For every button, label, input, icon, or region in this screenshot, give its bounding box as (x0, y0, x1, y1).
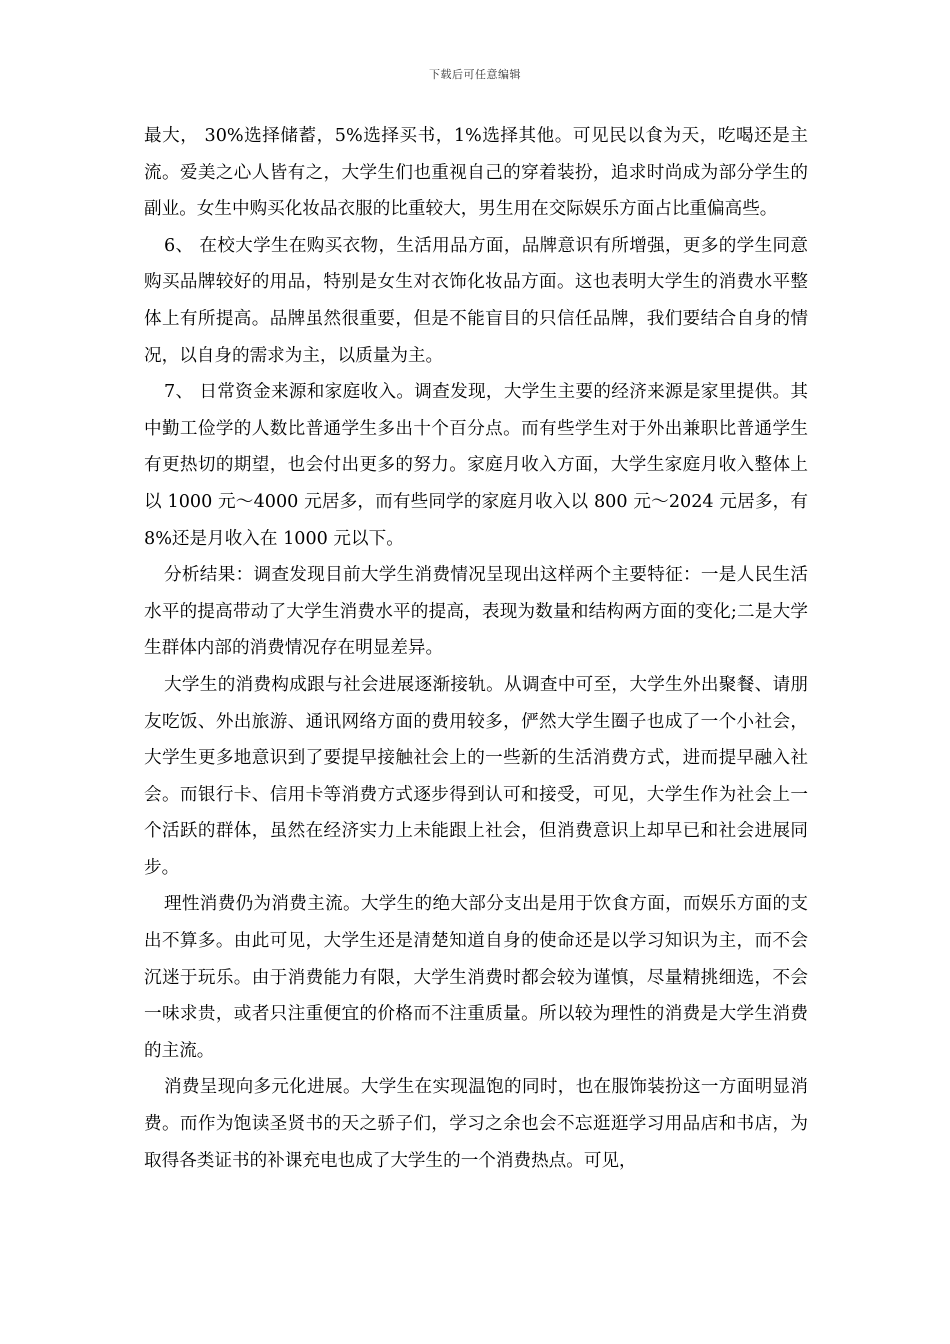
paragraph-diversified-consumption: 消费呈现向多元化进展。大学生在实现温饱的同时，也在服饰装扮这一方面明显消费。而作为饱读圣贤书的天之骄子们，学习之余也会不忘逛逛学习用品店和书店，为取得各类证书的补课充电也成了大学生的一个消费热点。可见， (144, 1077, 808, 1171)
page-header: 下载后可任意编辑 (429, 68, 521, 81)
paragraph-analysis-results: 分析结果：调查发现目前大学生消费情况呈现出这样两个主要特征：一是人民生活水平的提高带动了大学生消费水平的提高，表现为数量和结构两方面的变化;二是大学生群体内部的消费情况存在明显差异。 (144, 565, 808, 659)
paragraph-consumption-structure: 大学生的消费构成跟与社会进展逐渐接轨。从调查中可至，大学生外出聚餐、请朋友吃饭、外出旅游、通讯网络方面的费用较多，俨然大学生圈子也成了一个小社会，大学生更多地意识到了要提早接触社会上的一些新的生活消费方式，进而提早融入社会。而银行卡、信用卡等消费方式逐步得到认可和接受，可见，大学生作为社会上一个活跃的群体，虽然在经济实力上未能跟上社会，但消费意识上却早已和社会进展同步。 (144, 674, 808, 878)
paragraph-item-7: 7、 日常资金来源和家庭收入。调查发现，大学生主要的经济来源是家里提供。其中勤工俭学的人数比普通学生多出十个百分点。而有些学生对于外出兼职比普通学生有更热切的期望，也会付出更多的努力。家庭月收入方面，大学生家庭月收入整体上以 1000 元～4000 元居多，而有些同学的家庭月收入以 800 元～2024 元居多，有 8%还是月收入在 1000 元以下。 (144, 382, 808, 549)
paragraph-rational-consumption: 理性消费仍为消费主流。大学生的绝大部分支出是用于饮食方面，而娱乐方面的支出不算多。由此可见，大学生还是清楚知道自身的使命还是以学习知识为主，而不会沉迷于玩乐。由于消费能力有限，大学生消费时都会较为谨慎，尽量精挑细选，不会一味求贵，或者只注重便宜的价格而不注重质量。所以较为理性的消费是大学生消费的主流。 (144, 894, 808, 1061)
paragraph-item-6: 6、 在校大学生在购买衣物，生活用品方面，品牌意识有所增强，更多的学生同意购买品牌较好的用品，特别是女生对衣饰化妆品方面。这也表明大学生的消费水平整体上有所提高。品牌虽然很重要，但是不能盲目的只信任品牌，我们要结合自身的情况，以自身的需求为主，以质量为主。 (144, 235, 808, 366)
paragraph-continuation: 最大， 30%选择储蓄，5%选择买书，1%选择其他。可见民以食为天，吃喝还是主流。爱美之心人皆有之，大学生们也重视自己的穿着装扮，追求时尚成为部分学生的副业。女生中购买化妆品衣服的比重较大，男生用在交际娱乐方面占比重偏高些。 (144, 126, 808, 220)
document-body (144, 118, 808, 1179)
